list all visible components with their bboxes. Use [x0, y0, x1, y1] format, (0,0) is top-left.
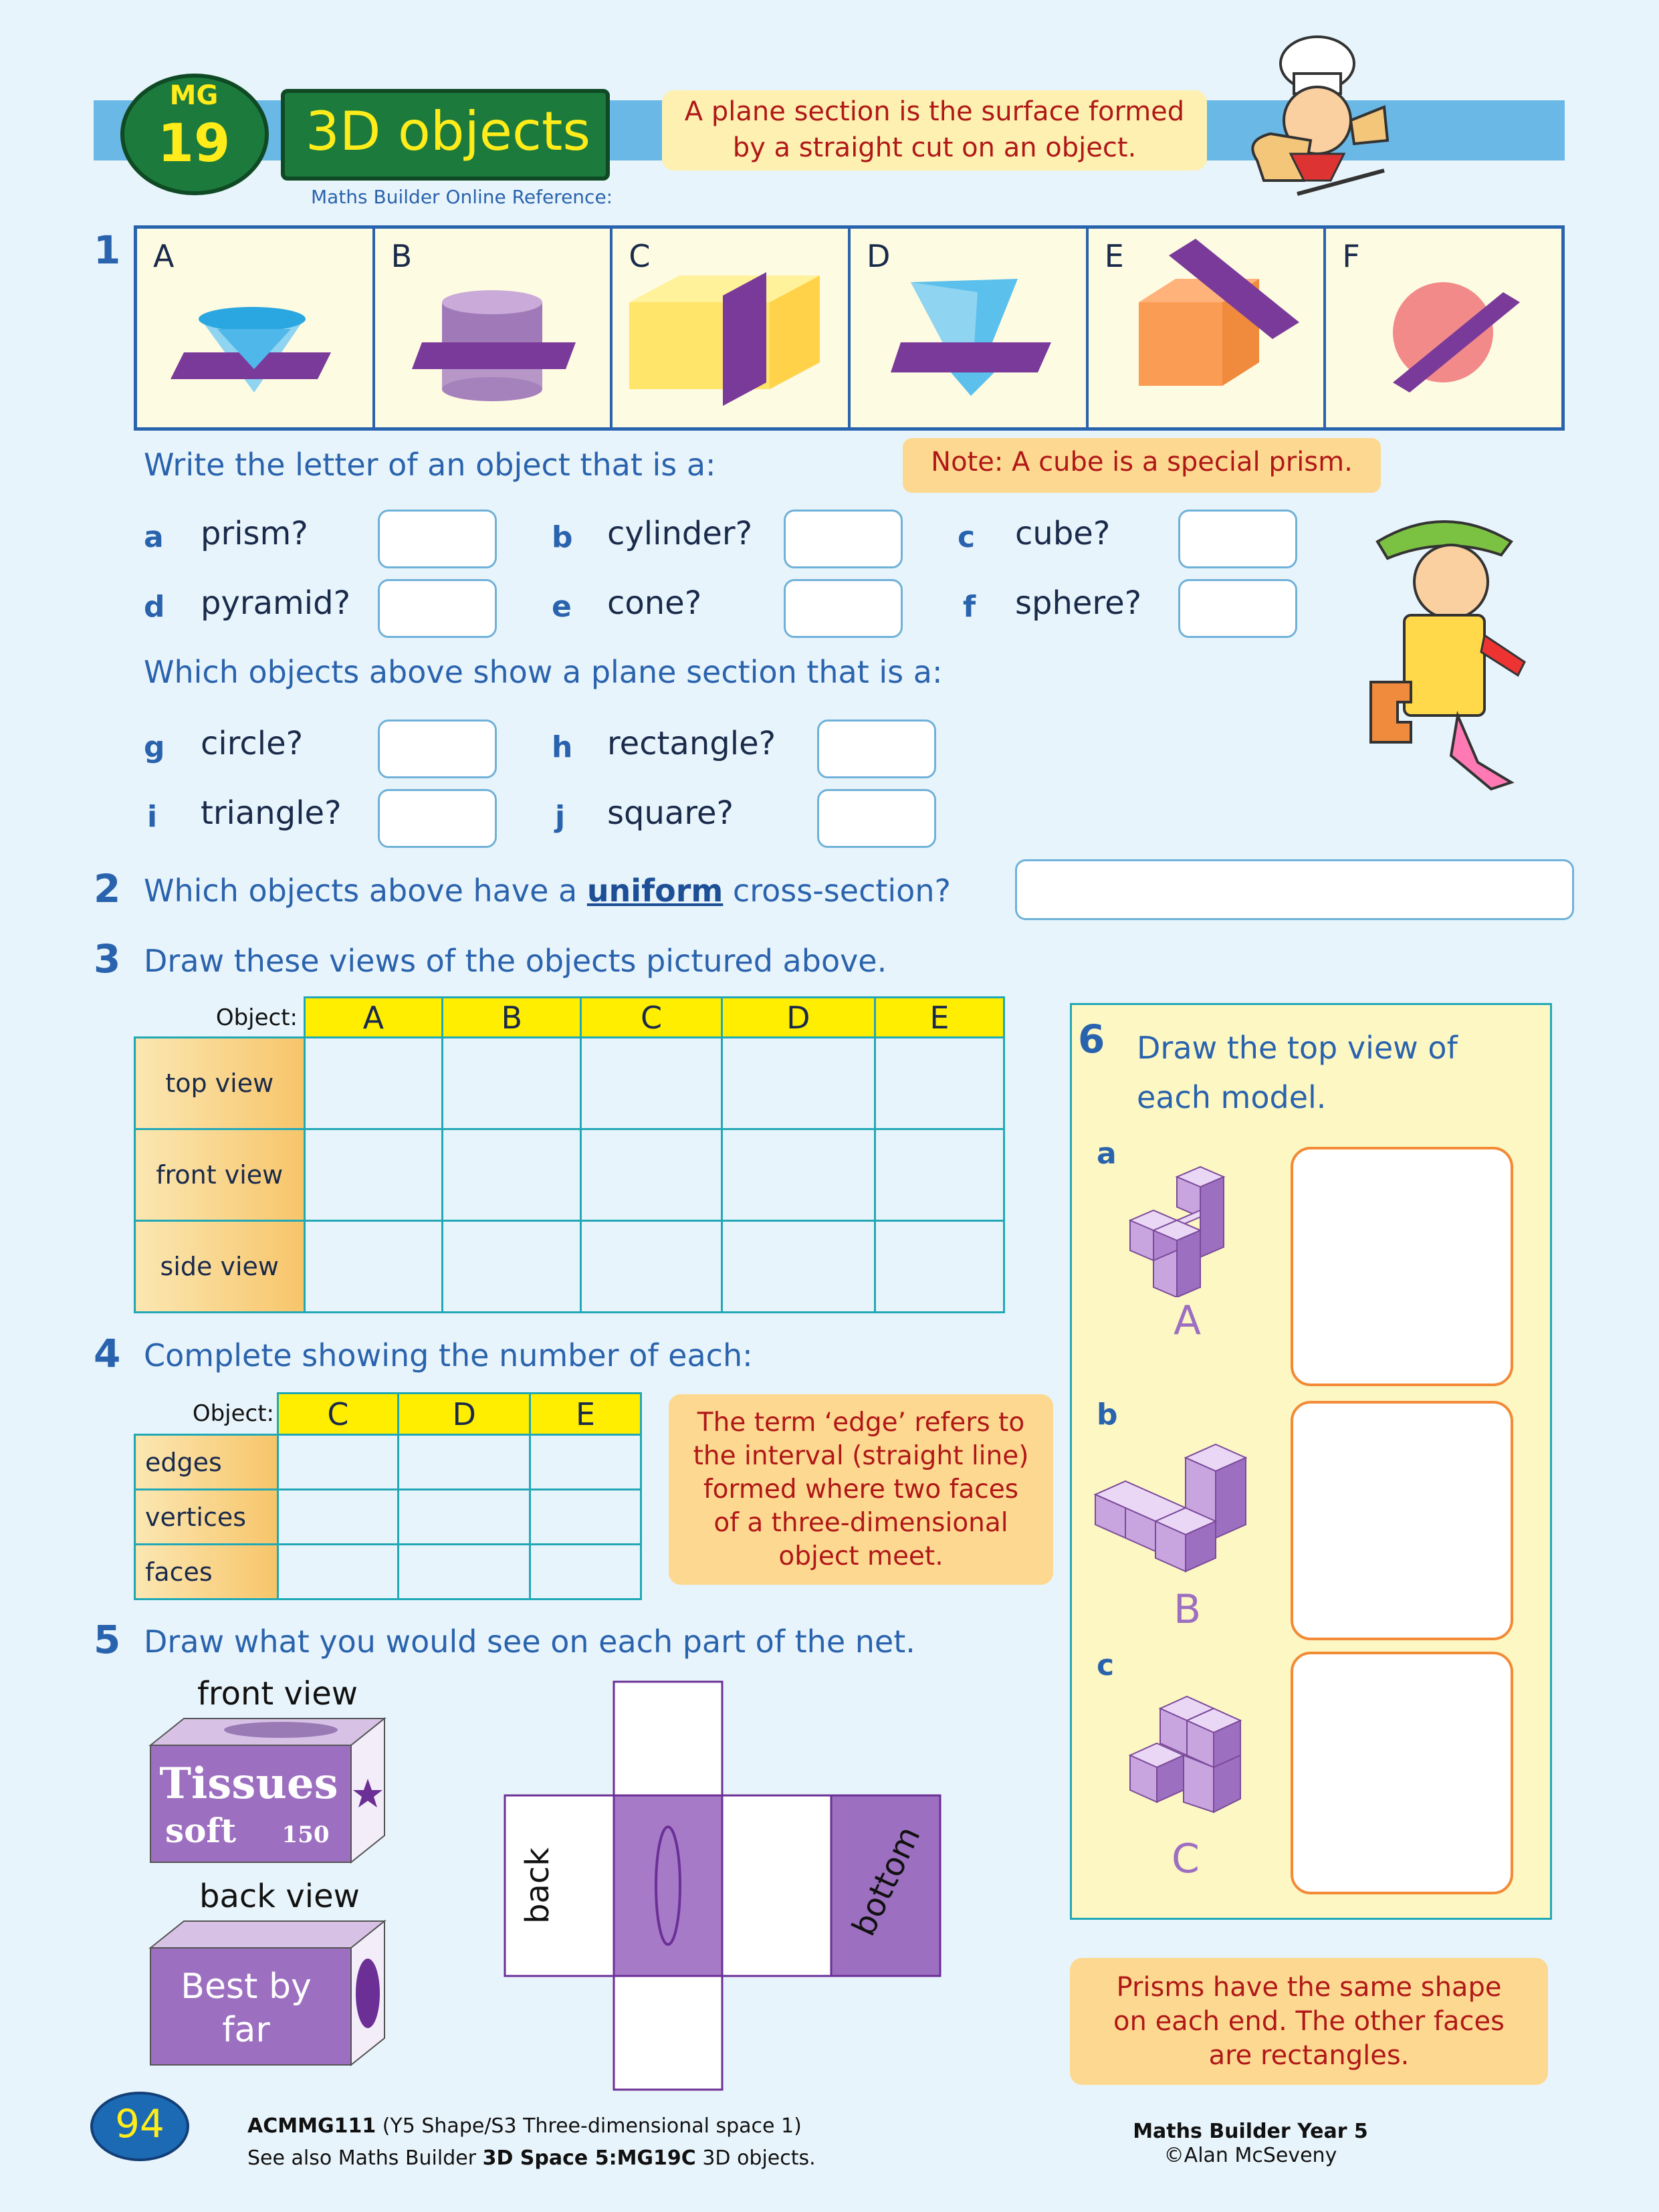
views-row-top: top view [135, 1038, 305, 1129]
edges-row-vertices: vertices [135, 1490, 278, 1545]
answer-j-input[interactable] [817, 789, 936, 848]
cube-note: Note: A cube is a special prism. [931, 447, 1353, 477]
item-h-text: rectangle? [607, 725, 776, 762]
net-side-face[interactable] [722, 1795, 831, 1976]
answer-a-input[interactable] [378, 510, 497, 568]
definition-note-line-1: A plane section is the surface formed [684, 96, 1185, 127]
prism-note-line-1: Prisms have the same shape [1116, 1972, 1502, 2003]
item-j-letter: j [555, 800, 566, 834]
views-cell-top-c[interactable] [581, 1038, 722, 1129]
see-also-suffix: 3D objects. [695, 2146, 816, 2170]
views-col-e: E [875, 998, 1004, 1038]
item-g-letter: g [144, 730, 165, 764]
sphere-section-icon [1326, 229, 1560, 423]
answer-b-input[interactable] [784, 510, 903, 568]
views-cell-front-b[interactable] [443, 1129, 581, 1221]
panel-label-e: E [1104, 238, 1124, 274]
item-f-letter: f [963, 590, 976, 624]
edges-row-faces: faces [135, 1545, 278, 1599]
q4-object-label: Object: [192, 1400, 274, 1427]
cube-model-b-icon [1089, 1431, 1289, 1585]
edges-col-c: C [278, 1394, 399, 1435]
tissue-brand-text: Tissues [159, 1759, 338, 1809]
question-4-text: Complete showing the number of each: [144, 1337, 753, 1373]
item-g-text: circle? [201, 725, 304, 762]
page-title: 3D objects [305, 100, 591, 162]
views-cell-top-b[interactable] [443, 1038, 581, 1129]
views-cell-side-c[interactable] [581, 1221, 722, 1313]
item-c-text: cube? [1015, 515, 1111, 552]
model-a-letter: a [1097, 1137, 1117, 1171]
book-title: Maths Builder Year 5 [1133, 2120, 1368, 2143]
item-e-letter: e [552, 590, 572, 624]
cylinder-section-icon [375, 229, 609, 423]
views-cell-front-d[interactable] [722, 1129, 875, 1221]
views-table [134, 996, 1005, 1313]
answer-e-input[interactable] [784, 579, 903, 638]
front-view-label: front view [197, 1675, 358, 1712]
see-also [247, 2146, 816, 2170]
net-bottom-label: bottom [845, 1820, 928, 1942]
definition-note [662, 94, 1207, 166]
model-c-caption: C [1172, 1836, 1200, 1882]
tissue-box-front-icon [147, 1715, 395, 1866]
answer-c-input[interactable] [1178, 510, 1297, 568]
panel-label-c: C [629, 238, 651, 274]
question-6-text-line-2: each model. [1137, 1079, 1327, 1115]
curriculum-code [247, 2114, 802, 2138]
pyramid-section-icon [851, 229, 1085, 423]
edges-cell-d[interactable] [399, 1435, 530, 1490]
views-cell-front-e[interactable] [875, 1129, 1004, 1221]
item-d-letter: d [144, 590, 165, 624]
vertices-cell-d[interactable] [399, 1490, 530, 1545]
panel-d [851, 229, 1089, 427]
faces-cell-e[interactable] [530, 1545, 641, 1599]
answer-6c-box[interactable] [1291, 1652, 1513, 1894]
views-table-corner [135, 998, 305, 1038]
faces-cell-d[interactable] [399, 1545, 530, 1599]
question-2-text [144, 873, 951, 909]
panel-a [137, 229, 375, 427]
panel-c [613, 229, 851, 427]
question-3-text: Draw these views of the objects pictured above. [144, 943, 887, 979]
box-net-diagram [495, 1678, 956, 2093]
answer-6a-box[interactable] [1291, 1147, 1513, 1386]
panel-label-b: B [391, 238, 413, 274]
views-col-c: C [581, 998, 722, 1038]
cube-section-icon [1089, 229, 1323, 423]
curriculum-code-id: ACMMG111 [247, 2114, 376, 2138]
cube-model-a-icon [1123, 1164, 1257, 1297]
vertices-cell-c[interactable] [278, 1490, 399, 1545]
edges-col-d: D [399, 1394, 530, 1435]
views-col-a: A [304, 998, 443, 1038]
views-cell-side-d[interactable] [722, 1221, 875, 1313]
net-back-label: back [519, 1847, 556, 1924]
answer-g-input[interactable] [378, 720, 497, 778]
see-also-prefix: See also Maths Builder [247, 2146, 483, 2170]
answer-h-input[interactable] [817, 720, 936, 778]
faces-cell-c[interactable] [278, 1545, 399, 1599]
tissue-soft-text: soft [164, 1811, 237, 1850]
answer-6b-box[interactable] [1291, 1401, 1513, 1640]
item-c-letter: c [958, 520, 976, 554]
back-view-label: back view [199, 1878, 360, 1915]
edge-note-line-4: of a three-dimensional [713, 1508, 1008, 1538]
views-cell-side-b[interactable] [443, 1221, 581, 1313]
views-row-front: front view [135, 1129, 305, 1221]
cone-section-icon [137, 229, 371, 423]
back-slogan-line-1: Best by [181, 1967, 312, 2007]
tissue-box-back-icon [147, 1918, 395, 2068]
views-cell-top-e[interactable] [875, 1038, 1004, 1129]
question-6-number: 6 [1078, 1016, 1105, 1062]
item-a-text: prism? [201, 515, 308, 552]
question-5-text: Draw what you would see on each part of the net. [144, 1624, 915, 1660]
item-d-text: pyramid? [201, 584, 351, 622]
copyright: ©Alan McSeveny [1164, 2144, 1337, 2167]
net-lower-face[interactable] [614, 1976, 722, 2090]
prism-note [1070, 1971, 1548, 2073]
edge-note-line-1: The term ‘edge’ refers to [697, 1408, 1025, 1438]
back-slogan-line-2: far [222, 2010, 270, 2050]
tissue-count-text: 150 [282, 1821, 330, 1848]
question-1-prompt-2: Which objects above show a plane section that is a: [144, 654, 943, 690]
prism-section-icon [613, 229, 847, 423]
chef-cartoon-icon [1217, 27, 1404, 201]
answer-i-input[interactable] [378, 789, 497, 848]
question-1-prompt: Write the letter of an object that is a: [144, 447, 716, 483]
item-a-letter: a [144, 520, 164, 554]
topic-number: 19 [157, 114, 231, 174]
views-cell-top-d[interactable] [722, 1038, 875, 1129]
edge-note-line-2: the interval (straight line) [693, 1441, 1029, 1471]
online-reference: Maths Builder Online Reference: [311, 186, 613, 208]
topic-code: MG [169, 80, 219, 111]
question-6-text-line-1: Draw the top view of [1137, 1030, 1458, 1066]
edges-row-edges: edges [135, 1435, 278, 1490]
item-b-letter: b [552, 520, 573, 554]
edge-note [672, 1406, 1050, 1573]
see-also-ref: 3D Space 5:MG19C [482, 2146, 696, 2170]
question-2-keyword: uniform [586, 873, 724, 909]
panel-label-a: A [153, 238, 175, 274]
question-2-text-end: cross-section? [723, 873, 951, 909]
item-i-text: triangle? [201, 794, 342, 832]
item-h-letter: h [552, 730, 573, 764]
page-number: 94 [115, 2101, 164, 2146]
object-panels [134, 225, 1565, 431]
question-6-text [1137, 1023, 1458, 1122]
panel-label-d: D [867, 238, 891, 274]
question-2-number: 2 [94, 866, 121, 911]
model-b-letter: b [1097, 1398, 1118, 1432]
views-cell-side-e[interactable] [875, 1221, 1004, 1313]
edges-cell-c[interactable] [278, 1435, 399, 1490]
question-1-number: 1 [94, 227, 121, 273]
cube-model-c-icon [1123, 1688, 1270, 1822]
edges-col-e: E [530, 1394, 641, 1435]
curriculum-code-desc: (Y5 Shape/S3 Three-dimensional space 1) [376, 2114, 802, 2138]
net-front-face [614, 1795, 722, 1976]
question-3-number: 3 [94, 936, 121, 982]
edge-note-line-3: formed where two faces [703, 1474, 1019, 1505]
edges-table-corner [135, 1394, 278, 1435]
item-j-text: square? [607, 794, 734, 832]
question-5-number: 5 [94, 1617, 121, 1662]
edges-cell-e[interactable] [530, 1435, 641, 1490]
views-row-side: side view [135, 1221, 305, 1313]
views-col-b: B [443, 998, 581, 1038]
net-top-face[interactable] [614, 1682, 722, 1795]
model-a-caption: A [1174, 1297, 1202, 1344]
item-e-text: cone? [607, 584, 702, 622]
item-i-letter: i [147, 800, 158, 834]
edges-table [134, 1392, 642, 1600]
item-b-text: cylinder? [607, 515, 753, 552]
question-4-number: 4 [94, 1331, 121, 1376]
item-f-text: sphere? [1015, 584, 1142, 622]
answer-f-input[interactable] [1178, 579, 1297, 638]
model-b-caption: B [1174, 1586, 1202, 1633]
panel-e [1089, 229, 1327, 427]
answer-2-input[interactable] [1015, 859, 1574, 920]
panel-f [1326, 229, 1561, 427]
vertices-cell-e[interactable] [530, 1490, 641, 1545]
question-2-text-start: Which objects above have a [144, 873, 587, 909]
views-cell-top-a[interactable] [304, 1038, 443, 1129]
panel-b [375, 229, 613, 427]
views-col-d: D [722, 998, 875, 1038]
views-cell-front-c[interactable] [581, 1129, 722, 1221]
views-cell-side-a[interactable] [304, 1221, 443, 1313]
q3-object-label: Object: [215, 1004, 298, 1031]
definition-note-line-2: by a straight cut on an object. [732, 132, 1137, 163]
answer-d-input[interactable] [378, 579, 497, 638]
panel-label-f: F [1342, 238, 1360, 274]
prism-note-line-3: are rectangles. [1208, 2040, 1410, 2071]
views-cell-front-a[interactable] [304, 1129, 443, 1221]
edge-note-line-5: object meet. [778, 1541, 944, 1571]
prism-note-line-2: on each end. The other faces [1113, 2006, 1505, 2037]
boy-with-notepad-cartoon-icon [1357, 502, 1551, 796]
model-c-letter: c [1097, 1648, 1115, 1682]
